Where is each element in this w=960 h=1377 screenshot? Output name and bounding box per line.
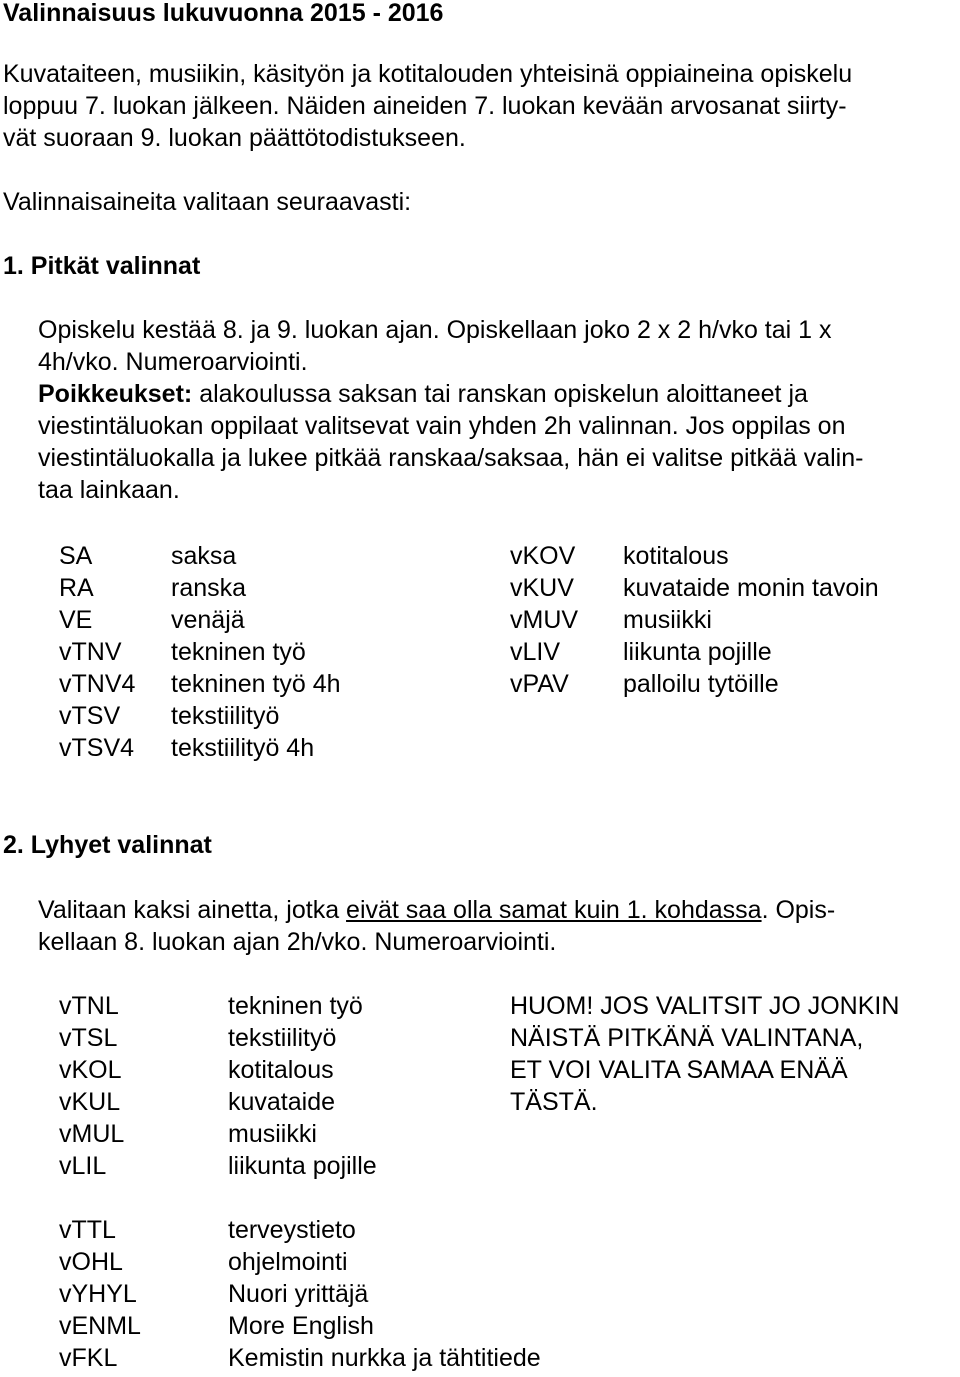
list-item: vTTL: [59, 1216, 116, 1244]
note-line: HUOM! JOS VALITSIT JO JONKIN: [510, 992, 900, 1020]
list-item-name: tekninen työ: [228, 992, 363, 1020]
list-item: vLIV: [510, 638, 561, 666]
list-item-name: ohjelmointi: [228, 1248, 348, 1276]
list-item: vKUV: [510, 574, 574, 602]
list-item-name: tekstiilityö: [228, 1024, 337, 1052]
list-item: vPAV: [510, 670, 569, 698]
list-item: vKOL: [59, 1056, 122, 1084]
list-item-name: kuvataide monin tavoin: [623, 574, 879, 602]
list-item: VE: [59, 606, 93, 634]
list-item: vTNV4: [59, 670, 136, 698]
list-item: vLIL: [59, 1152, 107, 1180]
list-item: vMUL: [59, 1120, 125, 1148]
list-item: vKOV: [510, 542, 576, 570]
list-item-name: palloilu tytöille: [623, 670, 779, 698]
section1-line-1: Opiskelu kestää 8. ja 9. luokan ajan. Opiskellaan joko 2 x 2 h/vko tai 1 x: [38, 316, 832, 344]
list-item: vYHYL: [59, 1280, 137, 1308]
list-item-name: terveystieto: [228, 1216, 356, 1244]
list-item-name: kotitalous: [228, 1056, 334, 1084]
list-item-name: liikunta pojille: [623, 638, 772, 666]
intro-line-2: loppuu 7. luokan jälkeen. Näiden aineiden 7. luokan kevään arvosanat siirty-: [3, 92, 847, 120]
section1-line-4: viestintäluokan oppilaat valitsevat vain yhden 2h valinnan. Jos oppilas on: [38, 412, 846, 440]
list-item: vFKL: [59, 1344, 118, 1372]
section1-heading: 1. Pitkät valinnat: [3, 252, 201, 280]
exceptions-label: Poikkeukset:: [38, 380, 193, 408]
list-item: RA: [59, 574, 94, 602]
intro-line-1: Kuvataiteen, musiikin, käsityön ja kotitalouden yhteisinä oppiaineina opiskelu: [3, 60, 853, 88]
list-item-name: ranska: [171, 574, 247, 602]
list-item: vMUV: [510, 606, 579, 634]
section2-underlined-text: eivät saa olla samat kuin 1. kohdassa: [346, 896, 762, 924]
page-title: Valinnaisuus lukuvuonna 2015 - 2016: [3, 0, 444, 27]
exceptions-text: alakoulussa saksan tai ranskan opiskelun aloittaneet ja: [192, 380, 808, 408]
section1-line-2: 4h/vko. Numeroarviointi.: [38, 348, 308, 376]
list-item: vTSV4: [59, 734, 135, 762]
list-item-name: musiikki: [623, 606, 712, 634]
list-item-name: kotitalous: [623, 542, 729, 570]
list-item-name: tekstiilityö 4h: [171, 734, 315, 762]
section2-heading: 2. Lyhyet valinnat: [3, 831, 212, 859]
section2-text-a: Valitaan kaksi ainetta, jotka: [38, 896, 347, 924]
list-item: SA: [59, 542, 93, 570]
section1-line-5: viestintäluokalla ja lukee pitkää ranskaa/saksaa, hän ei valitse pitkää valin-: [38, 444, 864, 472]
list-item-name: kuvataide: [228, 1088, 336, 1116]
list-item: vTNV: [59, 638, 122, 666]
section2-line-2: kellaan 8. luokan ajan 2h/vko. Numeroarviointi.: [38, 928, 557, 956]
note-line: NÄISTÄ PITKÄNÄ VALINTANA,: [510, 1024, 864, 1052]
list-item-name: Nuori yrittäjä: [228, 1280, 369, 1308]
list-item-name: Kemistin nurkka ja tähtitiede: [228, 1344, 541, 1372]
list-item-name: venäjä: [171, 606, 245, 634]
section2-line-1: [38, 894, 835, 926]
list-item: vTNL: [59, 992, 119, 1020]
section1-line-6: taa lainkaan.: [38, 476, 180, 504]
note-line: TÄSTÄ.: [510, 1088, 598, 1116]
list-item-name: musiikki: [228, 1120, 317, 1148]
list-item: vTSV: [59, 702, 121, 730]
list-item-name: tekninen työ 4h: [171, 670, 341, 698]
list-item-name: More English: [228, 1312, 374, 1340]
list-item: vOHL: [59, 1248, 123, 1276]
list-item: vENML: [59, 1312, 141, 1340]
intro-line-3: vät suoraan 9. luokan päättötodistukseen.: [3, 124, 466, 152]
list-item-name: saksa: [171, 542, 237, 570]
section2-text-b: . Opis-: [761, 896, 836, 924]
list-item-name: tekninen työ: [171, 638, 306, 666]
list-item-name: liikunta pojille: [228, 1152, 377, 1180]
section1-line-3: [38, 378, 808, 410]
note-line: ET VOI VALITA SAMAA ENÄÄ: [510, 1056, 848, 1084]
list-item-name: tekstiilityö: [171, 702, 280, 730]
choose-text: Valinnaisaineita valitaan seuraavasti:: [3, 188, 412, 216]
list-item: vKUL: [59, 1088, 121, 1116]
list-item: vTSL: [59, 1024, 118, 1052]
